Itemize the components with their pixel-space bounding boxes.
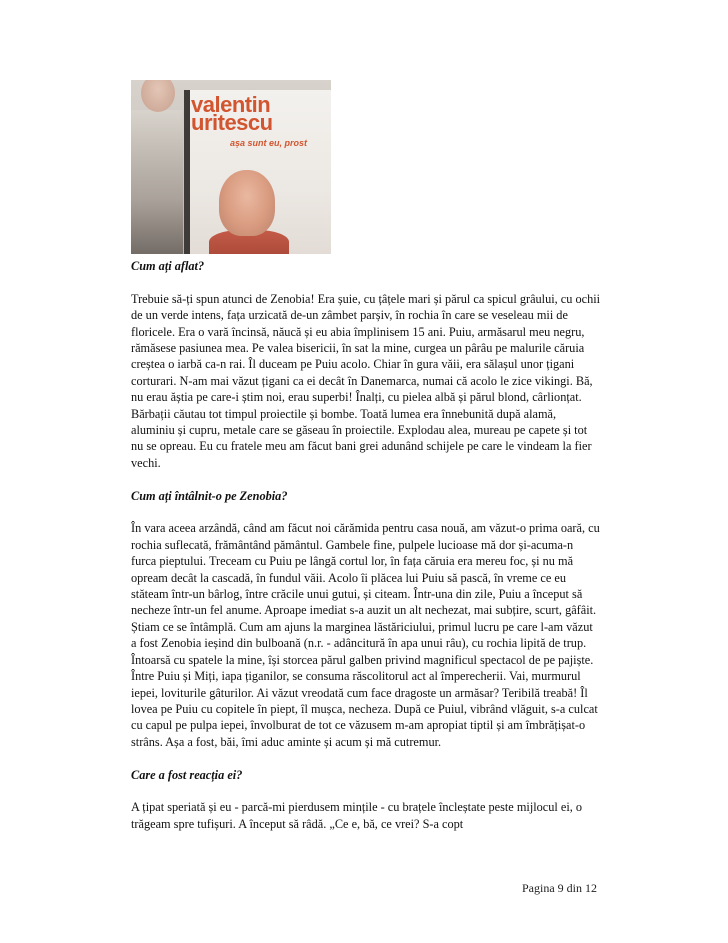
person-silhouette — [131, 110, 183, 254]
answer-2: În vara aceea arzândă, când am făcut noi cărămida pentru casa nouă, am văzut-o prima oară, cu rochia suflecată, frământând pământul. Gambele fine, pulpele lucioase mă dor și-acuma-n furca pieptului. Treceam cu Puiu pe lângă cortul lor, în fața căruia era mereu foc, și nu mă opream decât la cascadă, în fundul văii. Acolo îi plăcea lui Puiu să pască, în vreme ce eu stăteam într-un bârlog, între crăcile unui gutui, și citeam. Într-una din zile, Puiu a început să necheze într-un fel anume. Aproape imediat s-a auzit un alt nechezat, mai subțire, scurt, gâfâit. Știam ce se întâmplă. Cum am ajuns la marginea lăstăriciului, primul lucru pe care l-am văzut a fost Zenobia ieșind din bulboană (n.r. - adâncitură în apa unui râu), cu rochia lipită de trup. Întoarsă cu spatele la mine, își storcea părul galben privind magnificul spectacol de pe pajiște. Între Puiu și Miți, iapa țiganilor, se consuma răscolitorul act al împerecherii. Vai, murmurul iepei, loviturile gâturilor. Ai văzut vreodată cum face dragoste un armăsar? Teribilă treabă! Îl lovea pe Puiu cu copitele în piept, îl mușca, necheza. După ce Puiul, vibrând vlăguit, s-a culcat cu capul pe pulpa iepei, învolburat de tot ce văzusem m-am apropiat tiptil și am îmbrățișat-o strâns. Așa a fost, băi, îmi aduc aminte și acum și mă cutremur. — [131, 521, 600, 749]
answer-1: Trebuie să-ți spun atunci de Zenobia! Era șuie, cu țâțele mari și părul ca spicul grâului, cu ochii de un verde intens, fața urzicată de-un zâmbet parșiv, în rochia în care se veseleau mii de floricele. Era o vară încinsă, năucă și eu abia împlinisem 15 ani. Puiu, armăsarul meu negru, rămăsese pasiunea mea. Pe valea bisericii, în sat la mine, curgea un pârâu pe malurile căruia creștea o iarbă ca-n rai. Îl duceam pe Puiu acolo. Chiar în gura văii, era sălașul unor țigani corturari. N-am mai văzut țigani ca ei decât în Danemarca, numai că acolo le zice vikingi. Bă, nu erau ăștia pe care-i știm noi, erau superbi! Înalți, cu pielea albă și părul blond, cârlionțat. Bărbații căutau tot timpul proiectile și bombe. Toată lumea era înnebunită după alamă, aluminiu și cupru, metale care se găseau în proiectile. Explodau alea, mureau pe capete și tot nu se opreau. Eu cu fratele meu am făcut bani grei adunând schijele pe care le vindeam la fier vechi. — [131, 291, 601, 470]
book-author: valentin uritescu — [191, 92, 273, 135]
question-3: Care a fost reacția ei? — [131, 767, 243, 782]
question-1: Cum ați aflat? — [131, 259, 205, 273]
cover-portrait-face — [219, 170, 275, 236]
book-photo — [131, 80, 331, 254]
article-text — [131, 258, 601, 849]
book-title: așa sunt eu, prost — [230, 138, 308, 148]
question-2: Cum ați întâlnit-o pe Zenobia? — [131, 488, 288, 503]
page-number: Pagina 9 din 12 — [522, 881, 597, 895]
answer-3: A țipat speriată și eu - parcă-mi pierdusem mințile - cu brațele încleștate peste mijlocul ei, o trăgeam spre tufișuri. A început să râdă. „Ce e, bă, ce vrei? S-a copt — [131, 800, 583, 831]
person-head — [141, 80, 175, 112]
